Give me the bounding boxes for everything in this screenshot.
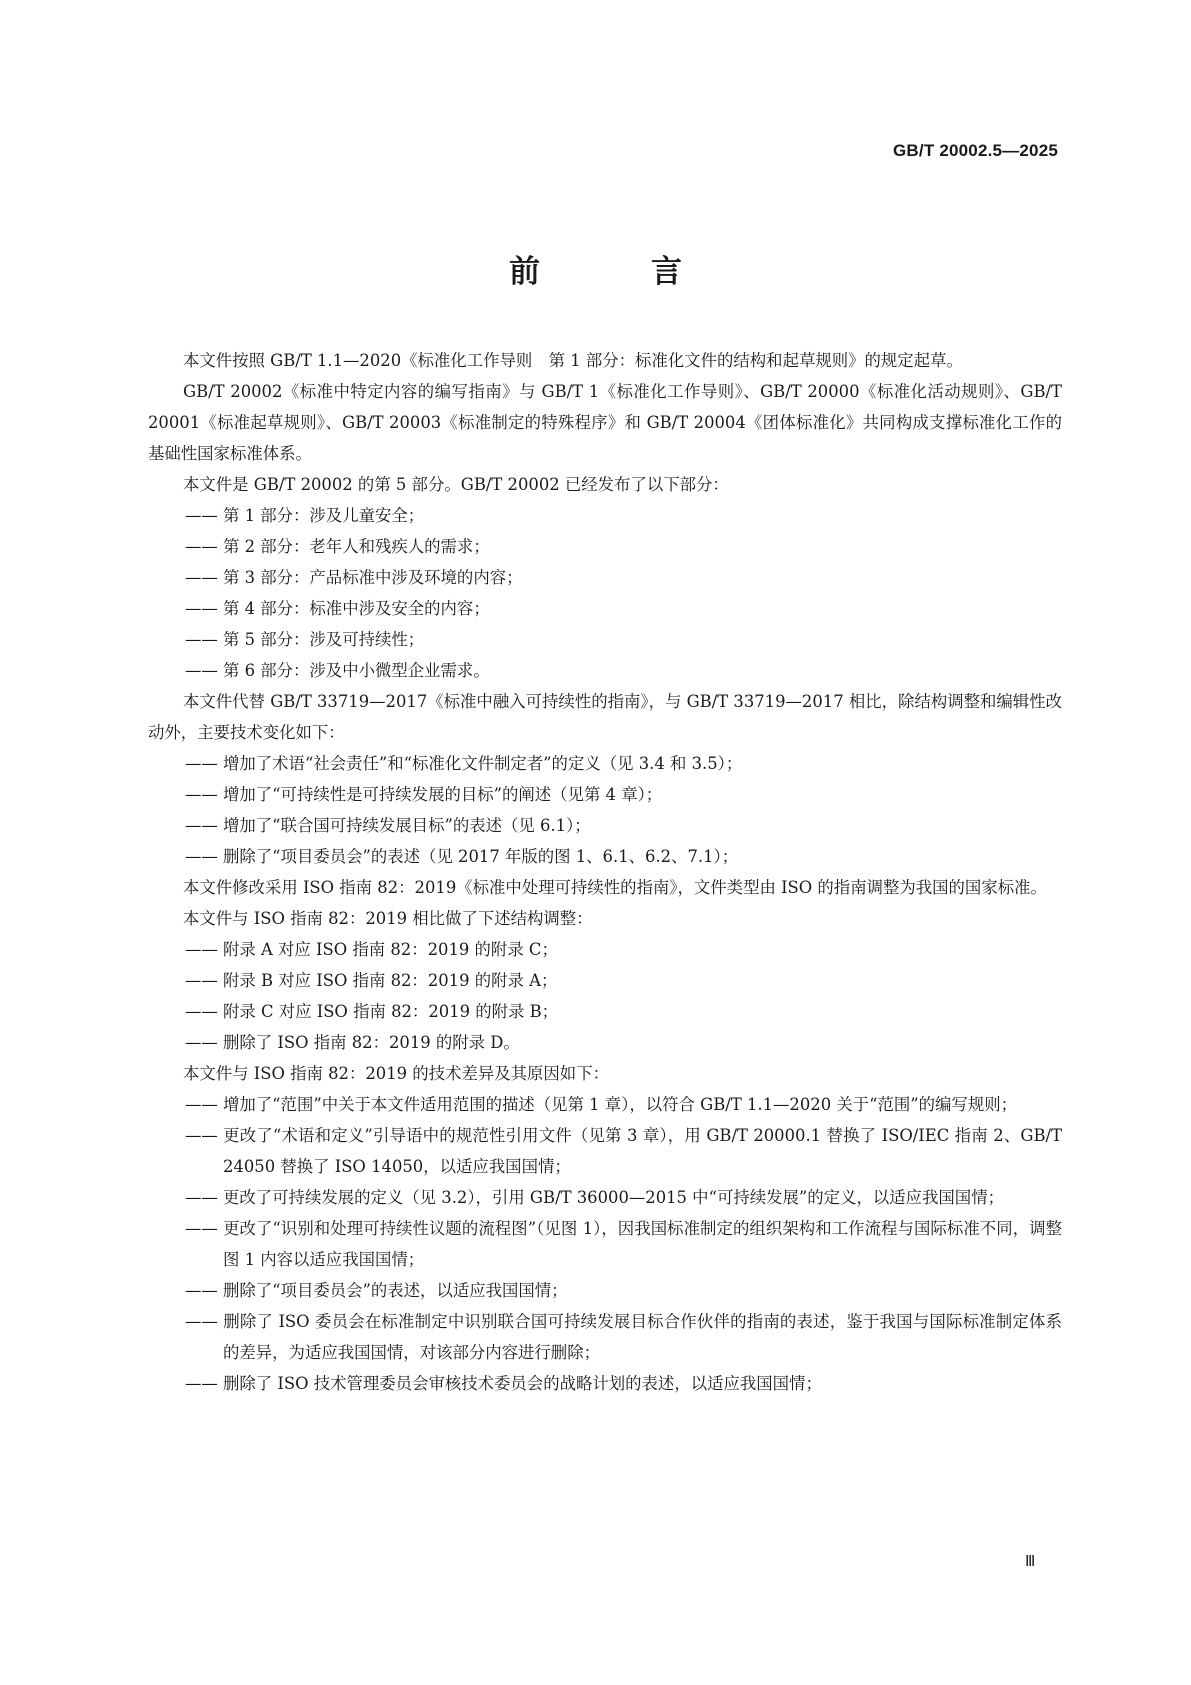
- list-item-text: 删除了 ISO 指南 82：2019 的附录 D。: [223, 1033, 520, 1052]
- list-item-text: 第 4 部分：标准中涉及安全的内容；: [223, 599, 490, 618]
- list-dash: ——: [185, 1033, 218, 1052]
- list-dash: ——: [185, 537, 218, 556]
- standard-code: GB/T 20002.5—2025: [893, 141, 1058, 160]
- list-item-text: 增加了“可持续性是可持续发展的目标”的阐述（见第 4 章）；: [223, 785, 663, 804]
- paragraph: 本文件代替 GB/T 33719—2017《标准中融入可持续性的指南》，与 GB/T 33719—2017 相比，除结构调整和编辑性改动外，主要技术变化如下：: [148, 692, 1062, 742]
- paragraph: 本文件与 ISO 指南 82：2019 的技术差异及其原因如下：: [183, 1064, 609, 1083]
- list-item-text: 第 6 部分：涉及中小微型企业需求。: [223, 661, 490, 680]
- page-number: Ⅲ: [1025, 1554, 1036, 1570]
- list-item: [148, 810, 1062, 841]
- list-item-text: 第 3 部分：产品标准中涉及环境的内容；: [223, 568, 523, 587]
- list-item: [148, 593, 1062, 624]
- list-item: [148, 965, 1062, 996]
- list-dash: ——: [185, 1312, 218, 1331]
- list-item-text: 附录 C 对应 ISO 指南 82：2019 的附录 B；: [223, 1002, 559, 1021]
- list-item-text: 增加了“范围”中关于本文件适用范围的描述（见第 1 章），以符合 GB/T 1.1—2020 关于“范围”的编写规则；: [223, 1095, 1018, 1114]
- list-item-text: 附录 B 对应 ISO 指南 82：2019 的附录 A；: [223, 971, 558, 990]
- paragraph: 本文件修改采用 ISO 指南 82：2019《标准中处理可持续性的指南》，文件类型由 ISO 的指南调整为我国的国家标准。: [183, 878, 1047, 897]
- list-item: [148, 531, 1062, 562]
- list-dash: ——: [185, 971, 218, 990]
- list-dash: ——: [185, 506, 218, 525]
- list-item: [148, 934, 1062, 965]
- list-item-text: 第 5 部分：涉及可持续性；: [223, 630, 425, 649]
- list-dash: ——: [185, 1095, 218, 1114]
- list-item: [148, 624, 1062, 655]
- paragraph: 本文件按照 GB/T 1.1—2020《标准化工作导则 第 1 部分：标准化文件的结构和起草规则》的规定起草。: [183, 351, 963, 370]
- list-item: [148, 779, 1062, 810]
- list-dash: ——: [185, 816, 218, 835]
- paragraph: GB/T 20002《标准中特定内容的编写指南》与 GB/T 1《标准化工作导则》、GB/T 20000《标准化活动规则》、GB/T 20001《标准起草规则》、GB/T 20003《标准制定的特殊程序》和 GB/T 20004《团体标准化》共同构成支撑标准化工作的基础性国家标准体系。: [148, 382, 1062, 463]
- list-item: [148, 1027, 1062, 1058]
- list-item: [148, 841, 1062, 872]
- list-item-text: 更改了可持续发展的定义（见 3.2），引用 GB/T 36000—2015 中“可持续发展”的定义，以适应我国国情；: [223, 1188, 1004, 1207]
- list-dash: ——: [185, 599, 218, 618]
- list-item-text: 附录 A 对应 ISO 指南 82：2019 的附录 C；: [223, 940, 558, 959]
- list-item: [148, 1368, 1062, 1399]
- list-item: [148, 1089, 1062, 1120]
- list-item-text: 增加了术语“社会责任”和“标准化文件制定者”的定义（见 3.4 和 3.5）；: [223, 754, 743, 773]
- list-dash: ——: [185, 847, 218, 866]
- list-dash: ——: [185, 1374, 218, 1393]
- list-item-text: 删除了 ISO 委员会在标准制定中识别联合国可持续发展目标合作伙伴的指南的表述，鉴于我国与国际标准制定体系的差异，为适应我国国情，对该部分内容进行删除；: [223, 1312, 1062, 1362]
- list-item: [148, 1306, 1062, 1368]
- list-dash: ——: [185, 630, 218, 649]
- list-item-text: 第 1 部分：涉及儿童安全；: [223, 506, 425, 525]
- list-item: [148, 1213, 1062, 1275]
- list-item-text: 更改了“术语和定义”引导语中的规范性引用文件（见第 3 章），用 GB/T 20000.1 替换了 ISO/IEC 指南 2、GB/T 24050 替换了 ISO 14050，以适应我国国情；: [223, 1126, 1062, 1176]
- list-dash: ——: [185, 754, 218, 773]
- list-dash: ——: [185, 940, 218, 959]
- paragraph: 本文件与 ISO 指南 82：2019 相比做了下述结构调整：: [183, 909, 593, 928]
- list-item-text: 删除了 ISO 技术管理委员会审核技术委员会的战略计划的表述，以适应我国国情；: [223, 1374, 822, 1393]
- list-item: [148, 748, 1062, 779]
- list-item-text: 删除了“项目委员会”的表述，以适应我国国情；: [223, 1281, 568, 1300]
- list-item-text: 更改了“识别和处理可持续性议题的流程图”（见图 1），因我国标准制定的组织架构和工作流程与国际标准不同，调整图 1 内容以适应我国国情；: [223, 1219, 1062, 1269]
- document-body: [148, 345, 1062, 1399]
- list-dash: ——: [185, 1126, 218, 1145]
- list-item-text: 增加了“联合国可持续发展目标”的表述（见 6.1）；: [223, 816, 591, 835]
- page-title: 前 言: [509, 254, 722, 290]
- list-item: [148, 1182, 1062, 1213]
- list-item-text: 删除了“项目委员会”的表述（见 2017 年版的图 1、6.1、6.2、7.1）；: [223, 847, 739, 866]
- list-item: [148, 1275, 1062, 1306]
- list-item: [148, 1120, 1062, 1182]
- list-dash: ——: [185, 1002, 218, 1021]
- list-item: [148, 655, 1062, 686]
- list-dash: ——: [185, 1188, 218, 1207]
- list-item: [148, 562, 1062, 593]
- list-item: [148, 996, 1062, 1027]
- list-item: [148, 500, 1062, 531]
- list-dash: ——: [185, 661, 218, 680]
- list-dash: ——: [185, 1281, 218, 1300]
- paragraph: 本文件是 GB/T 20002 的第 5 部分。GB/T 20002 已经发布了以下部分：: [183, 475, 729, 494]
- list-dash: ——: [185, 568, 218, 587]
- list-item-text: 第 2 部分：老年人和残疾人的需求；: [223, 537, 490, 556]
- list-dash: ——: [185, 785, 218, 804]
- list-dash: ——: [185, 1219, 218, 1238]
